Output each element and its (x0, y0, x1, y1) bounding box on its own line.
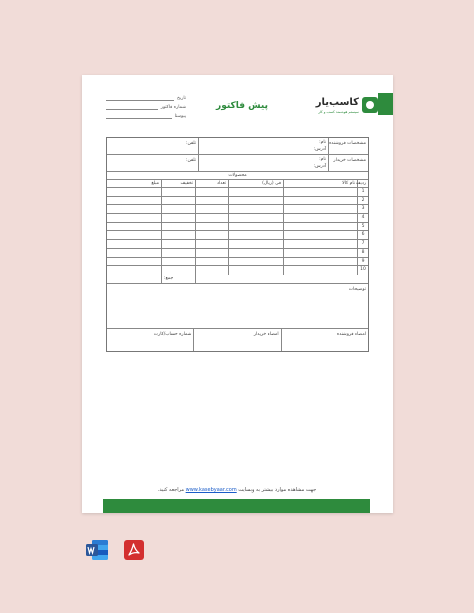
row-name-cell[interactable] (283, 214, 357, 222)
row-qty-cell[interactable] (195, 240, 228, 248)
seller-label: مشخصات فروشنده (328, 138, 368, 154)
row-amount-cell[interactable] (107, 231, 161, 239)
item-rows (107, 188, 368, 275)
row-name-cell[interactable] (283, 197, 357, 205)
seller-phone-label: تلفن: (186, 141, 196, 146)
sum-label: جمع: (161, 275, 195, 283)
invoice-paper (82, 75, 393, 513)
pdf-file-icon[interactable] (122, 538, 146, 562)
products-title-row (107, 172, 368, 180)
row-index: 1 (357, 188, 368, 196)
brand-logo (312, 97, 378, 119)
table-row (107, 249, 368, 258)
footer-note (102, 487, 372, 493)
row-name-cell[interactable] (283, 231, 357, 239)
row-qty-cell[interactable] (195, 231, 228, 239)
row-unit-price-cell[interactable] (228, 205, 283, 213)
notes-row (107, 284, 368, 329)
col-discount: تخفیف (161, 180, 195, 187)
meta-invoice-number-field[interactable] (106, 105, 158, 110)
invoice-table (106, 137, 369, 352)
footer-prefix: جهت مشاهده موارد بیشتر به وبسایت (238, 487, 317, 493)
footer-website-link[interactable]: www.kasebyaar.com (185, 487, 237, 493)
meta-invoice-number-label: شماره فاکتور (160, 105, 186, 110)
row-unit-price-cell[interactable] (228, 266, 283, 275)
col-index: ردیف (355, 181, 366, 186)
seller-row (107, 138, 368, 155)
word-file-icon[interactable] (85, 538, 109, 562)
row-index: 5 (357, 223, 368, 231)
buyer-row (107, 155, 368, 172)
row-discount-cell[interactable] (161, 258, 195, 266)
row-unit-price-cell[interactable] (228, 258, 283, 266)
row-index: 4 (357, 214, 368, 222)
meta-attachment-label: پیوستا (174, 114, 186, 119)
table-row (107, 205, 368, 214)
row-unit-price-cell[interactable] (228, 197, 283, 205)
row-unit-price-cell[interactable] (228, 214, 283, 222)
table-row (107, 240, 368, 249)
row-qty-cell[interactable] (195, 214, 228, 222)
table-row (107, 223, 368, 232)
row-qty-cell[interactable] (195, 258, 228, 266)
seller-name-label: نام: (319, 140, 326, 145)
row-amount-cell[interactable] (107, 205, 161, 213)
meta-date (106, 92, 186, 101)
row-amount-cell[interactable] (107, 240, 161, 248)
row-unit-price-cell[interactable] (228, 249, 283, 257)
row-name-cell[interactable] (283, 223, 357, 231)
row-unit-price-cell[interactable] (228, 240, 283, 248)
row-index: 8 (357, 249, 368, 257)
notes-field[interactable] (107, 284, 368, 328)
row-amount-cell[interactable] (107, 266, 161, 275)
row-amount-cell[interactable] (107, 197, 161, 205)
footer-suffix: مراجعه کنید. (157, 487, 185, 493)
row-discount-cell[interactable] (161, 249, 195, 257)
row-name-cell[interactable] (283, 266, 357, 275)
row-name-cell[interactable] (283, 205, 357, 213)
meta-attachment (106, 110, 186, 119)
items-header-row (107, 180, 368, 188)
accent-bar-side (378, 93, 393, 115)
buyer-phone-label: تلفن: (186, 158, 196, 163)
row-discount-cell[interactable] (161, 188, 195, 196)
row-name-cell[interactable] (283, 188, 357, 196)
row-index: 2 (357, 197, 368, 205)
table-row (107, 214, 368, 223)
col-amount: مبلغ (151, 181, 159, 186)
row-index: 3 (357, 205, 368, 213)
row-qty-cell[interactable] (195, 205, 228, 213)
meta-date-label: تاریخ (177, 96, 186, 101)
account-number[interactable]: شماره حساب/کارت (153, 331, 192, 337)
row-name-cell[interactable] (283, 240, 357, 248)
invoice-meta (106, 92, 186, 119)
meta-attachment-field[interactable] (106, 114, 172, 119)
row-discount-cell[interactable] (161, 231, 195, 239)
row-index: 7 (357, 240, 368, 248)
row-amount-cell[interactable] (107, 258, 161, 266)
document-title: پیش فاکتور (216, 101, 268, 111)
row-index: 6 (357, 231, 368, 239)
row-discount-cell[interactable] (161, 223, 195, 231)
buyer-phone[interactable] (107, 155, 198, 171)
row-discount-cell[interactable] (161, 214, 195, 222)
col-unit-price: فی (ریال) (228, 180, 283, 187)
row-discount-cell[interactable] (161, 205, 195, 213)
brand-tagline: سیستم هوشمند کسب و کار (318, 110, 359, 114)
buyer-label: مشخصات خریدار (328, 155, 368, 171)
table-row (107, 188, 368, 197)
seller-phone[interactable] (107, 138, 198, 154)
row-discount-cell[interactable] (161, 197, 195, 205)
notes-label: توضیحات (348, 286, 366, 292)
col-qty: تعداد (195, 180, 228, 187)
brand-name: کاسب‌یار (315, 97, 359, 108)
sum-blank (195, 275, 368, 283)
col-name: نام کالا (283, 180, 357, 187)
meta-date-field[interactable] (106, 96, 174, 101)
row-index: 10 (357, 266, 368, 275)
seller-details[interactable] (198, 138, 328, 154)
accent-bar-bottom (103, 499, 370, 513)
row-qty-cell[interactable] (195, 188, 228, 196)
buyer-name-label: نام: (319, 157, 326, 162)
row-qty-cell[interactable] (195, 223, 228, 231)
sum-row (107, 275, 368, 284)
row-unit-price-cell[interactable] (228, 188, 283, 196)
row-amount-cell[interactable] (107, 188, 161, 196)
row-amount-cell[interactable] (107, 214, 161, 222)
buyer-signature[interactable]: امضاء خریدار (193, 329, 280, 351)
row-discount-cell[interactable] (161, 240, 195, 248)
row-amount-cell[interactable] (107, 249, 161, 257)
row-name-cell[interactable] (283, 258, 357, 266)
table-row (107, 197, 368, 206)
table-row (107, 231, 368, 240)
table-row (107, 266, 368, 275)
row-qty-cell[interactable] (195, 249, 228, 257)
table-row (107, 258, 368, 267)
brand-mark-icon (362, 97, 378, 113)
row-amount-cell[interactable] (107, 223, 161, 231)
buyer-address-label: آدرس: (313, 164, 326, 169)
row-unit-price-cell[interactable] (228, 231, 283, 239)
buyer-details[interactable] (198, 155, 328, 171)
row-qty-cell[interactable] (195, 266, 228, 275)
row-index: 9 (357, 258, 368, 266)
row-discount-cell[interactable] (161, 266, 195, 275)
row-name-cell[interactable] (283, 249, 357, 257)
signature-row (107, 329, 368, 351)
sum-value[interactable] (107, 275, 161, 283)
meta-invoice-number (106, 101, 186, 110)
products-title: محصولات (228, 173, 247, 178)
row-qty-cell[interactable] (195, 197, 228, 205)
seller-signature[interactable]: امضاء فروشنده (281, 329, 368, 351)
seller-address-label: آدرس: (313, 147, 326, 152)
row-unit-price-cell[interactable] (228, 223, 283, 231)
